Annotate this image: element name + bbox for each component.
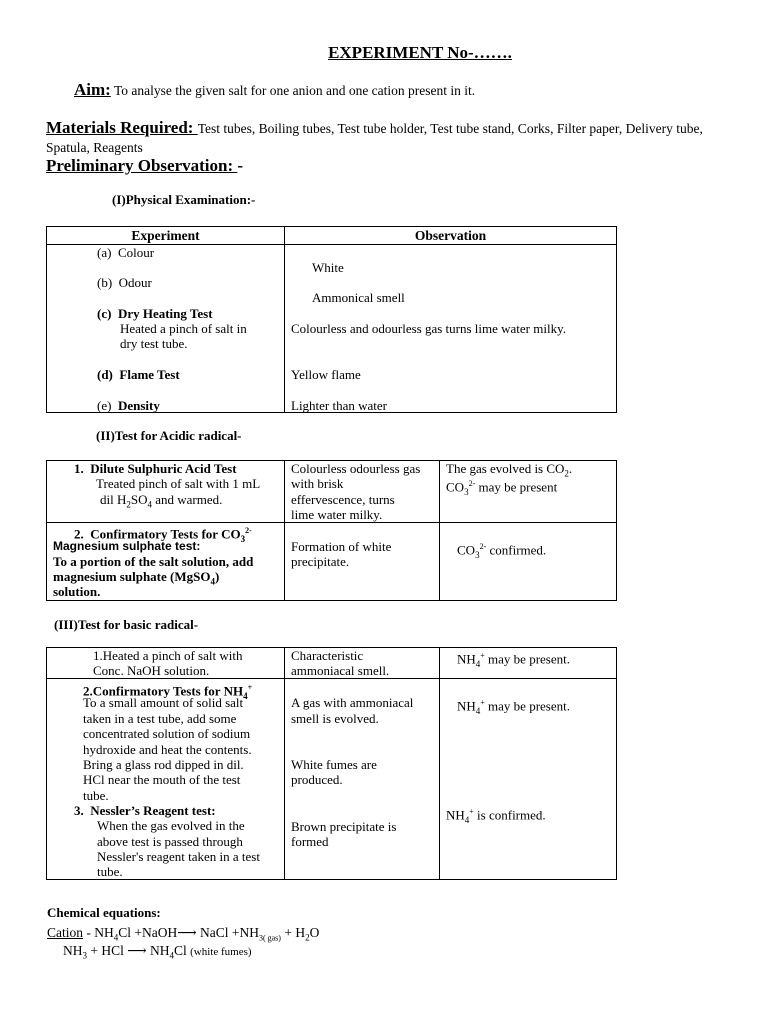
t: O <box>309 925 320 940</box>
t: Cl +NaOH <box>118 925 178 940</box>
t: may be present. <box>484 698 570 714</box>
row-b <box>97 275 152 291</box>
obs-line: formed <box>291 834 329 849</box>
equation-1 <box>47 925 319 943</box>
arrow-icon: ⟶ <box>127 943 147 958</box>
acidic-row2-obs <box>285 523 440 601</box>
sup: + <box>247 683 253 692</box>
sub: 4 <box>147 499 152 510</box>
t: confirmed. <box>486 542 547 558</box>
sub: 2 <box>126 499 131 510</box>
t: Confirmatory Tests for CO <box>90 526 241 542</box>
arrow-icon: ⟶ <box>177 925 197 940</box>
preliminary-heading <box>46 156 243 176</box>
obs-line: Brown precipitate is <box>291 819 397 834</box>
t: + H <box>280 925 306 940</box>
obs-e: Lighter than water <box>291 398 388 413</box>
acidic-heading: (II)Test for Acidic radical- <box>96 428 242 443</box>
t: ) <box>214 569 220 584</box>
acidic-row2-inf <box>440 523 617 601</box>
obs-line: White fumes are <box>291 757 377 772</box>
t: and warmed. <box>152 492 223 507</box>
sub: 4 <box>113 932 119 943</box>
cation-label: Cation <box>47 925 83 940</box>
aim-label: Aim: <box>74 80 111 99</box>
t: may be present <box>475 479 558 495</box>
basic-row1-obs <box>285 648 440 679</box>
row-c-detail2: dry test tube. <box>120 336 188 351</box>
obs-line: Formation of white <box>291 539 392 554</box>
magnesium-subtitle: Magnesium sulphate test: <box>53 539 201 553</box>
inf-line <box>457 695 570 719</box>
obs-line: produced. <box>291 772 343 787</box>
t: Cl <box>173 943 191 958</box>
t: magnesium sulphate (MgSO <box>53 569 211 584</box>
row-label: Odour <box>118 275 152 290</box>
sub: 4 <box>243 690 248 701</box>
sub: 3 <box>475 549 480 560</box>
t: NH <box>457 651 476 667</box>
basic-row23-obs <box>285 679 440 880</box>
physical-table <box>46 226 617 413</box>
t: may be present. <box>484 651 570 667</box>
bold-line-last: solution. <box>53 584 101 599</box>
sub: 2 <box>305 932 310 943</box>
row-label: Flame Test <box>119 367 180 382</box>
physical-observation-cell <box>285 245 617 413</box>
row-num: (b) <box>97 275 113 290</box>
line: HCl near the mouth of the test <box>83 772 241 787</box>
col-experiment: Experiment <box>47 227 285 245</box>
obs-d: Yellow flame <box>291 367 361 382</box>
obs-b: Ammonical smell <box>312 290 405 305</box>
acidic-row1-inf <box>440 461 617 523</box>
row-a <box>97 245 154 261</box>
obs-line: ammoniacal smell. <box>291 663 390 678</box>
sup: 2- <box>245 526 252 535</box>
row-num: 1. <box>74 461 84 476</box>
obs-line: with brisk <box>291 476 344 491</box>
obs-a: White <box>312 260 344 275</box>
t: NH <box>146 943 170 958</box>
obs-line: effervescence, turns <box>291 492 395 507</box>
line: tube. <box>97 864 123 879</box>
obs-line: smell is evolved. <box>291 711 379 726</box>
row-label: Density <box>117 398 160 413</box>
t: NaCl +NH <box>196 925 259 940</box>
t: NH <box>446 807 465 823</box>
sub: 2 <box>564 468 569 479</box>
row-c-detail1: Heated a pinch of salt in <box>120 321 247 336</box>
sub: 3 <box>82 950 87 961</box>
acidic-row1-detail2 <box>100 492 222 513</box>
row-num: (c) <box>97 306 112 321</box>
obs-c: Colourless and odourless gas turns lime water milky. <box>291 321 567 336</box>
materials-label: Materials Required: <box>46 118 198 137</box>
preliminary-label: Preliminary Observation: <box>46 156 238 175</box>
materials-text: Test tubes, Boiling tubes, Test tube holder, Test tube stand, Corks, Filter paper, Delivery tube, Spatula, Reagents <box>46 121 703 155</box>
obs-line: precipitate. <box>291 554 350 569</box>
obs-line: lime water milky. <box>291 507 383 522</box>
basic-row1-exp <box>47 648 285 679</box>
row-num: 2. <box>74 526 84 542</box>
basic-row1-inf <box>440 648 617 679</box>
row-c <box>97 306 213 322</box>
acidic-row1-detail1: Treated pinch of salt with 1 mL <box>96 476 261 491</box>
line: When the gas evolved in the <box>97 818 245 833</box>
line: Conc. NaOH solution. <box>93 663 210 678</box>
aim-line <box>74 80 475 100</box>
line: above test is passed through <box>97 834 243 849</box>
basic-row23-exp <box>47 679 285 880</box>
row-d <box>97 367 180 383</box>
equations-heading: Chemical equations: <box>47 905 161 920</box>
row-label: Colour <box>117 245 155 260</box>
acidic-row1-title <box>74 461 237 477</box>
acidic-row1-exp <box>47 461 285 523</box>
row-title: Nessler’s Reagent test: <box>90 803 216 818</box>
row-label: Dry Heating Test <box>117 306 213 321</box>
line: 1.Heated a pinch of salt with <box>93 648 243 663</box>
obs-line: Characteristic <box>291 648 364 663</box>
row-title: Dilute Sulphuric Acid Test <box>90 461 237 476</box>
row-e <box>97 398 160 414</box>
basic-table <box>46 647 617 880</box>
obs-line: Colourless odourless gas <box>291 461 421 476</box>
inf-line <box>457 648 570 672</box>
row-num: 3. <box>74 803 84 818</box>
obs-line: A gas with ammoniacal <box>291 695 414 710</box>
sup: 2- <box>479 542 487 551</box>
t: - NH <box>83 925 114 940</box>
basic-heading: (III)Test for basic radical- <box>54 617 199 632</box>
line: Bring a glass rod dipped in dil. <box>83 757 244 772</box>
basic-row3-title <box>74 803 216 819</box>
row-num: (e) <box>97 398 112 413</box>
acidic-table <box>46 460 617 601</box>
preliminary-suffix: - <box>237 156 244 175</box>
sup: 2- <box>468 479 476 488</box>
inf-line <box>457 539 546 563</box>
sub: 4 <box>169 950 174 961</box>
t: dil H <box>100 492 127 507</box>
sub: 3 <box>240 533 246 544</box>
t: The gas evolved is CO <box>446 461 565 476</box>
line: taken in a test tube, add some <box>83 711 237 726</box>
t: NH <box>63 943 83 958</box>
sup: + <box>480 651 485 660</box>
t: is confirmed. <box>473 807 546 823</box>
white-fumes-note: (white fumes) <box>190 946 252 958</box>
t: CO <box>457 542 476 558</box>
line: concentrated solution of sodium <box>83 726 251 741</box>
inf-line <box>446 804 546 828</box>
sup: + <box>480 698 485 707</box>
sub: 4 <box>475 705 481 716</box>
col-observation: Observation <box>285 227 617 245</box>
line: To a small amount of solid salt <box>83 695 244 710</box>
t: NH <box>457 698 476 714</box>
line: tube. <box>83 788 109 803</box>
acidic-row1-obs <box>285 461 440 523</box>
t: SO <box>130 492 148 507</box>
sub: 4 <box>475 658 481 669</box>
t: + HCl <box>87 943 128 958</box>
line: hydroxide and heat the contents. <box>83 742 252 757</box>
materials-line <box>46 118 736 157</box>
sub: 4 <box>464 814 470 825</box>
sup: + <box>469 807 474 816</box>
sub: 3( gas) <box>258 933 281 943</box>
bold-line: To a portion of the salt solution, add <box>53 554 254 569</box>
row-num: (a) <box>97 245 112 260</box>
physical-experiment-cell <box>47 245 285 413</box>
experiment-title: EXPERIMENT No-……. <box>328 43 512 62</box>
line: Nessler's reagent taken in a test <box>97 849 260 864</box>
basic-row23-inf <box>440 679 617 880</box>
t: 2.Confirmatory Tests for NH <box>83 683 244 699</box>
equation-2 <box>63 943 252 961</box>
t: CO <box>446 479 465 495</box>
physical-heading: (I)Physical Examination:- <box>112 192 256 207</box>
sub: 4 <box>210 576 215 587</box>
inf-line-2 <box>446 476 557 500</box>
sub: 3 <box>464 486 469 497</box>
aim-text: To analyse the given salt for one anion and one cation present in it. <box>110 83 476 98</box>
acidic-row2-exp <box>47 523 285 601</box>
row-num: (d) <box>97 367 113 382</box>
t: . <box>568 461 573 476</box>
